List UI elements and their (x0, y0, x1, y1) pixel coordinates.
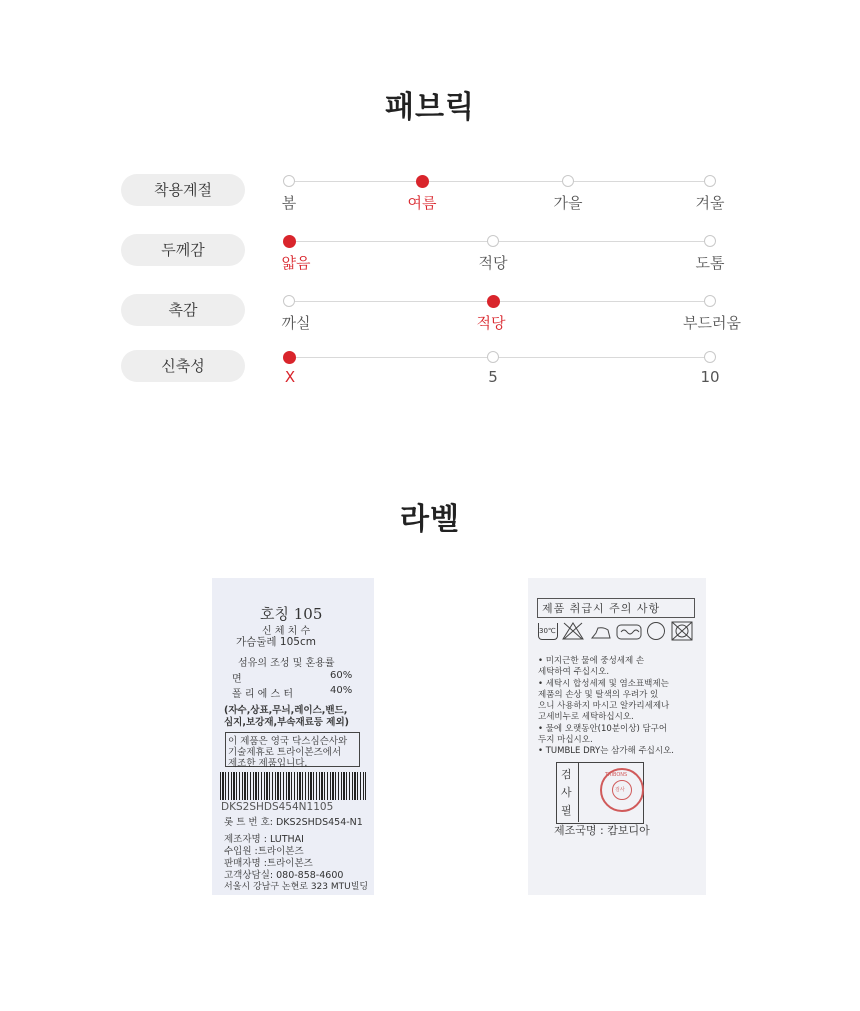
care-bullet4: • TUMBLE DRY는 삼가해 주십시오. (538, 746, 674, 756)
rating-option-selected: 얇음 (281, 254, 311, 272)
inspection-stamp (600, 768, 644, 812)
note-line1: 이 제품은 영국 닥스심슨사와 (228, 736, 348, 747)
rating-dot-selected[interactable] (283, 235, 296, 248)
fiber2-name: 폴 리 에 스 터 (232, 689, 294, 700)
exclusion-line2: 심지,보강재,부속재료등 제외) (224, 717, 349, 728)
wash-temp-text: 30℃ (539, 627, 556, 635)
rating-dot[interactable] (562, 175, 574, 187)
rating-track (281, 174, 725, 214)
rating-option: 5 (488, 368, 498, 386)
inspection-char1: 검 (561, 768, 572, 781)
inspection-char3: 필 (561, 804, 572, 817)
rating-dot[interactable] (704, 175, 716, 187)
care-bullet1b: 세탁하여 주십시오. (538, 667, 610, 677)
note-line2: 기술제휴로 트라이본즈에서 (228, 747, 342, 758)
note-line3: 제조한 제품입니다. (228, 758, 308, 769)
rating-dot[interactable] (283, 175, 295, 187)
rating-dot[interactable] (704, 351, 716, 363)
customer-service-text: 고객상담실: 080-858-4600 (224, 870, 344, 881)
rating-track (281, 294, 741, 334)
rating-option: 봄 (281, 194, 297, 212)
body-size-title: 신 체 치 수 (262, 626, 311, 637)
rating-option-selected: X (284, 368, 296, 386)
no-bleach-icon (562, 622, 584, 640)
barcode-number: DKS2SHDS454N1105 (221, 801, 334, 813)
barcode (220, 772, 366, 800)
rating-dot-selected[interactable] (487, 295, 500, 308)
care-bullet3b: 두지 마십시오. (538, 735, 593, 745)
fabric-row-season (0, 174, 860, 214)
stamp-center-text: 검사 (615, 787, 625, 793)
no-tumble-dry-icon (671, 621, 693, 641)
row-label: 두께감 (121, 234, 245, 266)
rating-option: 도톰 (695, 254, 725, 272)
origin-text: 제조국명 : 캄보디아 (554, 824, 650, 837)
size-composition-label-photo (212, 578, 374, 895)
inspection-char2: 사 (561, 786, 572, 799)
fiber1-pct: 60% (330, 670, 353, 681)
rating-option: 까실 (281, 314, 311, 332)
care-bullet2c: 으니 사용하지 마시고 알카리세제나 (538, 701, 670, 711)
rating-option-selected: 여름 (407, 194, 437, 212)
care-heading: 제품 취급시 주의 사항 (542, 602, 661, 615)
care-bullet2: • 세탁시 합성세제 및 염소표백제는 (538, 679, 669, 689)
rating-option: 겨울 (695, 194, 725, 212)
importer-text: 수입원 :트라이본즈 (224, 846, 304, 857)
rating-dot[interactable] (487, 235, 499, 247)
rating-track (281, 234, 725, 274)
fabric-row-stretch (0, 350, 860, 390)
fabric-row-thickness (0, 234, 860, 274)
rating-track (284, 350, 720, 390)
rating-dot[interactable] (283, 295, 295, 307)
exclusion-line1: (자수,상표,무늬,레이스,밴드, (224, 705, 348, 716)
fiber1-name: 면 (232, 674, 242, 685)
fiber-title: 섬유의 조성 및 혼용률 (238, 658, 335, 669)
stamp-ring-text: TRIBONS (605, 772, 628, 778)
row-label: 착용계절 (121, 174, 245, 206)
fabric-row-touch (0, 294, 860, 334)
rating-option-selected: 적당 (476, 314, 506, 332)
label-title: 라벨 (400, 502, 460, 537)
fabric-title: 패브릭 (385, 90, 475, 125)
care-bullet2d: 고세비누로 세탁하십시오. (538, 712, 634, 722)
rating-dot[interactable] (487, 351, 499, 363)
seller-text: 판매자명 :트라이본즈 (224, 858, 313, 869)
care-instruction-label-photo (528, 578, 706, 895)
rating-option: 10 (700, 368, 720, 386)
rating-option: 부드러움 (683, 314, 741, 332)
rating-dot-selected[interactable] (283, 351, 296, 364)
lot-number: 롯 트 번 호: DKS2SHDS454-N1 (224, 817, 363, 828)
iron-icon (590, 624, 612, 640)
care-bullet1: • 미지근한 물에 중성세제 손 (538, 656, 645, 666)
size-text: 호칭 105 (260, 605, 323, 623)
maker-text: 제조자명 : LUTHAI (224, 834, 304, 845)
fiber2-pct: 40% (330, 685, 353, 696)
dry-clean-icon (616, 624, 642, 640)
address-text: 서울시 강남구 논현로 323 MTU빌딩 (224, 882, 369, 892)
rating-dot[interactable] (704, 295, 716, 307)
chest-text: 가슴둘레 105cm (236, 636, 316, 648)
rating-option: 적당 (478, 254, 508, 272)
row-label: 촉감 (121, 294, 245, 326)
rating-option: 가을 (553, 194, 583, 212)
rating-dot-selected[interactable] (416, 175, 429, 188)
dry-circle-icon (646, 621, 666, 641)
care-bullet3: • 물에 오랫동안(10분이상) 담구어 (538, 724, 668, 734)
row-label: 신축성 (121, 350, 245, 382)
care-bullet2b: 제품의 손상 및 탈색의 우려가 있 (538, 690, 659, 700)
rating-dot[interactable] (704, 235, 716, 247)
